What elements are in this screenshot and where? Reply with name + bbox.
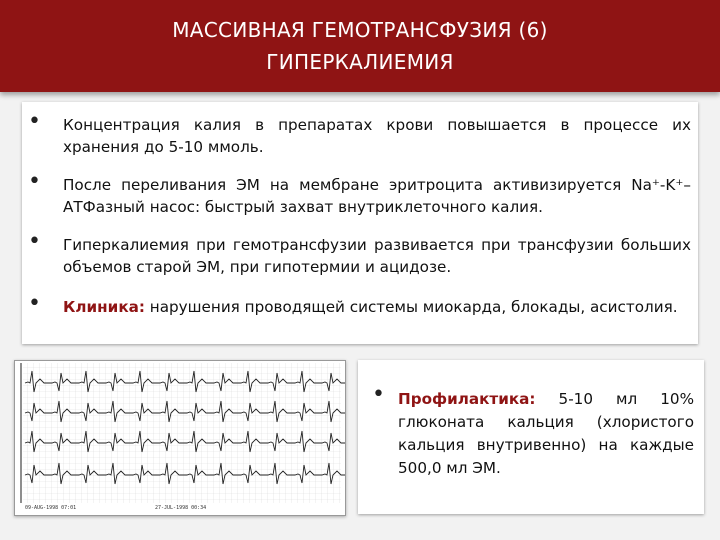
bullet-dot-icon: • <box>28 291 41 316</box>
bullet-panel <box>22 102 698 344</box>
clinic-text: нарушения проводящей системы миокарда, блокады, асистолия. <box>144 298 678 316</box>
bullet-dot-icon: • <box>28 229 41 254</box>
bullet-text: Концентрация калия в препаратах крови повышается в процессе их хранения до 5-10 ммоль. <box>63 116 691 156</box>
slide-title: МАССИВНАЯ ГЕМОТРАНСФУЗИЯ (6) <box>172 18 548 42</box>
prophylaxis-keyword: Профилактика: <box>398 390 536 408</box>
bullet-dot-icon: • <box>28 109 41 134</box>
bullet-dot-icon: • <box>372 382 385 407</box>
slide-subtitle: ГИПЕРКАЛИЕМИЯ <box>266 50 454 74</box>
prophylaxis-text <box>398 388 694 480</box>
ecg-image <box>14 360 346 516</box>
prophylaxis-panel <box>358 360 704 514</box>
ecg-strip <box>15 361 345 515</box>
bullet-text: Гиперкалиемия при гемотрансфузии развивается при трансфузии больших объемов старой ЭМ, при гипотермии и ацидозе. <box>63 236 691 276</box>
bullet-text: После переливания ЭМ на мембране эритроцита активизируется Na⁺-K⁺–АТФазный насос: быстрый захват внутриклеточного калия. <box>63 176 691 216</box>
bullet-text <box>63 296 691 318</box>
ecg-label-right: 27-JUL-1998 00:34 <box>155 505 207 511</box>
ecg-label-left: 09-AUG-1998 07:01 <box>25 505 77 511</box>
title-banner <box>0 0 720 92</box>
prophylaxis-body: 5-10 мл 10% глюконата кальция (хлористого кальция внутривенно) на каждые 500,0 мл ЭМ. <box>398 390 694 477</box>
bullet-dot-icon: • <box>28 169 41 194</box>
clinic-keyword: Клиника: <box>63 298 145 316</box>
